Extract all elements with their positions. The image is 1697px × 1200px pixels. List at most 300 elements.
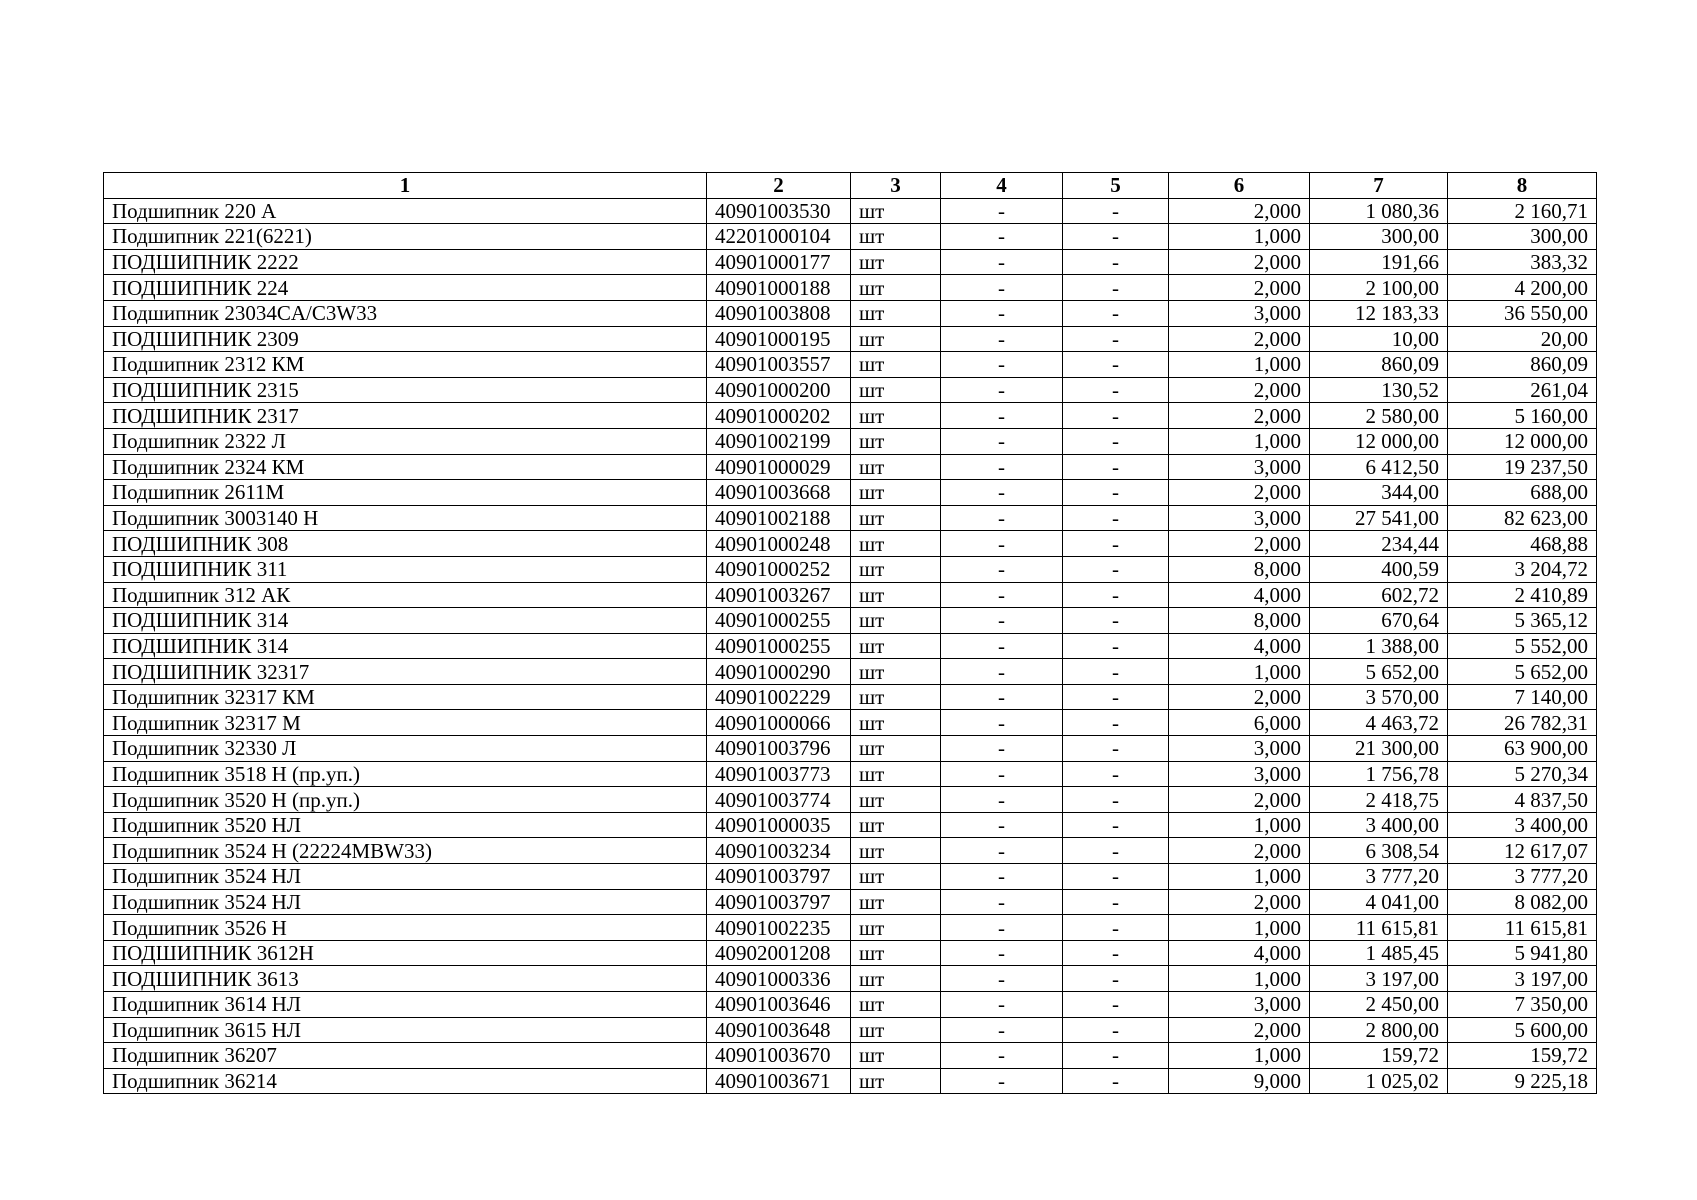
column-5-cell: -	[1063, 454, 1169, 480]
amount-cell: 5 365,12	[1448, 608, 1597, 634]
column-5-cell: -	[1063, 275, 1169, 301]
amount-cell: 7 140,00	[1448, 684, 1597, 710]
item-name-cell: Подшипник 3524 Н (22224MBW33)	[104, 838, 707, 864]
unit-cell: шт	[851, 454, 941, 480]
column-5-cell: -	[1063, 1043, 1169, 1069]
column-5-cell: -	[1063, 531, 1169, 557]
amount-cell: 5 552,00	[1448, 633, 1597, 659]
column-4-cell: -	[941, 300, 1063, 326]
item-code-cell: 40901003670	[707, 1043, 851, 1069]
column-4-cell: -	[941, 275, 1063, 301]
item-name-cell: Подшипник 220 А	[104, 198, 707, 224]
price-cell: 3 570,00	[1310, 684, 1448, 710]
item-code-cell: 40901000252	[707, 556, 851, 582]
quantity-cell: 3,000	[1169, 300, 1310, 326]
item-name-cell: Подшипник 3518 Н (пр.уп.)	[104, 761, 707, 787]
item-code-cell: 40901003808	[707, 300, 851, 326]
unit-cell: шт	[851, 480, 941, 506]
amount-cell: 3 204,72	[1448, 556, 1597, 582]
price-cell: 11 615,81	[1310, 915, 1448, 941]
table-row	[104, 556, 1597, 582]
item-name-cell: ПОДШИПНИК 32317	[104, 659, 707, 685]
item-code-cell: 40901000200	[707, 377, 851, 403]
column-4-cell: -	[941, 480, 1063, 506]
column-4-cell: -	[941, 736, 1063, 762]
item-code-cell: 40901002235	[707, 915, 851, 941]
item-code-cell: 40901003267	[707, 582, 851, 608]
amount-cell: 12 000,00	[1448, 428, 1597, 454]
table-row	[104, 505, 1597, 531]
column-4-cell: -	[941, 838, 1063, 864]
amount-cell: 5 160,00	[1448, 403, 1597, 429]
table-row	[104, 403, 1597, 429]
table-row	[104, 454, 1597, 480]
column-4-cell: -	[941, 915, 1063, 941]
item-name-cell: Подшипник 3614 НЛ	[104, 992, 707, 1018]
price-cell: 130,52	[1310, 377, 1448, 403]
item-name-cell: Подшипник 3524 НЛ	[104, 889, 707, 915]
item-code-cell: 40901002229	[707, 684, 851, 710]
item-code-cell: 40901000066	[707, 710, 851, 736]
quantity-cell: 8,000	[1169, 608, 1310, 634]
table-row	[104, 838, 1597, 864]
amount-cell: 12 617,07	[1448, 838, 1597, 864]
amount-cell: 82 623,00	[1448, 505, 1597, 531]
column-5-cell: -	[1063, 1017, 1169, 1043]
column-4-cell: -	[941, 608, 1063, 634]
column-4-cell: -	[941, 864, 1063, 890]
item-code-cell: 40901002188	[707, 505, 851, 531]
item-name-cell: Подшипник 32317 КМ	[104, 684, 707, 710]
column-5-cell: -	[1063, 736, 1169, 762]
amount-cell: 4 200,00	[1448, 275, 1597, 301]
column-4-cell: -	[941, 352, 1063, 378]
column-5-cell: -	[1063, 659, 1169, 685]
quantity-cell: 3,000	[1169, 992, 1310, 1018]
column-5-cell: -	[1063, 480, 1169, 506]
column-4-cell: -	[941, 582, 1063, 608]
column-4-cell: -	[941, 1043, 1063, 1069]
column-5-cell: -	[1063, 992, 1169, 1018]
column-5-cell: -	[1063, 915, 1169, 941]
price-cell: 1 080,36	[1310, 198, 1448, 224]
amount-cell: 5 941,80	[1448, 940, 1597, 966]
column-5-cell: -	[1063, 377, 1169, 403]
column-4-cell: -	[941, 940, 1063, 966]
column-4-cell: -	[941, 812, 1063, 838]
quantity-cell: 1,000	[1169, 352, 1310, 378]
column-5-cell: -	[1063, 428, 1169, 454]
quantity-cell: 2,000	[1169, 198, 1310, 224]
table-row	[104, 300, 1597, 326]
amount-cell: 9 225,18	[1448, 1068, 1597, 1094]
price-cell: 344,00	[1310, 480, 1448, 506]
table-row	[104, 1043, 1597, 1069]
item-name-cell: Подшипник 3003140 Н	[104, 505, 707, 531]
unit-cell: шт	[851, 633, 941, 659]
column-header-7: 7	[1310, 173, 1448, 199]
table-row	[104, 428, 1597, 454]
item-code-cell: 40901003557	[707, 352, 851, 378]
item-code-cell: 40901000195	[707, 326, 851, 352]
column-5-cell: -	[1063, 864, 1169, 890]
unit-cell: шт	[851, 684, 941, 710]
table-row	[104, 1017, 1597, 1043]
item-name-cell: Подшипник 36207	[104, 1043, 707, 1069]
amount-cell: 5 600,00	[1448, 1017, 1597, 1043]
column-5-cell: -	[1063, 838, 1169, 864]
amount-cell: 4 837,50	[1448, 787, 1597, 813]
item-name-cell: Подшипник 23034CA/C3W33	[104, 300, 707, 326]
item-name-cell: Подшипник 3524 НЛ	[104, 864, 707, 890]
item-code-cell: 42201000104	[707, 224, 851, 250]
item-name-cell: ПОДШИПНИК 308	[104, 531, 707, 557]
column-5-cell: -	[1063, 403, 1169, 429]
quantity-cell: 2,000	[1169, 377, 1310, 403]
unit-cell: шт	[851, 352, 941, 378]
price-cell: 1 388,00	[1310, 633, 1448, 659]
inventory-table	[103, 172, 1597, 1094]
quantity-cell: 2,000	[1169, 249, 1310, 275]
column-4-cell: -	[941, 377, 1063, 403]
column-4-cell: -	[941, 224, 1063, 250]
item-code-cell: 40902001208	[707, 940, 851, 966]
amount-cell: 19 237,50	[1448, 454, 1597, 480]
price-cell: 860,09	[1310, 352, 1448, 378]
price-cell: 2 580,00	[1310, 403, 1448, 429]
item-name-cell: ПОДШИПНИК 311	[104, 556, 707, 582]
quantity-cell: 4,000	[1169, 633, 1310, 659]
table-row	[104, 684, 1597, 710]
item-name-cell: Подшипник 2611М	[104, 480, 707, 506]
unit-cell: шт	[851, 940, 941, 966]
item-code-cell: 40901003646	[707, 992, 851, 1018]
header-row	[104, 173, 1597, 199]
amount-cell: 11 615,81	[1448, 915, 1597, 941]
table-row	[104, 608, 1597, 634]
price-cell: 4 041,00	[1310, 889, 1448, 915]
column-header-5: 5	[1063, 173, 1169, 199]
item-name-cell: Подшипник 2312 КМ	[104, 352, 707, 378]
unit-cell: шт	[851, 1043, 941, 1069]
column-4-cell: -	[941, 556, 1063, 582]
column-4-cell: -	[941, 684, 1063, 710]
item-name-cell: ПОДШИПНИК 2222	[104, 249, 707, 275]
quantity-cell: 2,000	[1169, 684, 1310, 710]
unit-cell: шт	[851, 864, 941, 890]
unit-cell: шт	[851, 992, 941, 1018]
price-cell: 400,59	[1310, 556, 1448, 582]
table-row	[104, 659, 1597, 685]
column-5-cell: -	[1063, 787, 1169, 813]
unit-cell: шт	[851, 582, 941, 608]
amount-cell: 3 400,00	[1448, 812, 1597, 838]
amount-cell: 300,00	[1448, 224, 1597, 250]
table-row	[104, 480, 1597, 506]
price-cell: 1 485,45	[1310, 940, 1448, 966]
table-row	[104, 915, 1597, 941]
quantity-cell: 3,000	[1169, 454, 1310, 480]
column-4-cell: -	[941, 505, 1063, 531]
column-header-1: 1	[104, 173, 707, 199]
amount-cell: 383,32	[1448, 249, 1597, 275]
quantity-cell: 1,000	[1169, 864, 1310, 890]
item-code-cell: 40901000255	[707, 633, 851, 659]
column-5-cell: -	[1063, 710, 1169, 736]
unit-cell: шт	[851, 377, 941, 403]
price-cell: 602,72	[1310, 582, 1448, 608]
amount-cell: 3 777,20	[1448, 864, 1597, 890]
table-row	[104, 531, 1597, 557]
item-name-cell: Подшипник 3615 НЛ	[104, 1017, 707, 1043]
item-code-cell: 40901003234	[707, 838, 851, 864]
price-cell: 6 412,50	[1310, 454, 1448, 480]
price-cell: 4 463,72	[1310, 710, 1448, 736]
column-4-cell: -	[941, 454, 1063, 480]
item-code-cell: 40901000029	[707, 454, 851, 480]
table-row	[104, 710, 1597, 736]
price-cell: 670,64	[1310, 608, 1448, 634]
column-header-2: 2	[707, 173, 851, 199]
price-cell: 300,00	[1310, 224, 1448, 250]
column-4-cell: -	[941, 992, 1063, 1018]
unit-cell: шт	[851, 326, 941, 352]
item-name-cell: Подшипник 3520 НЛ	[104, 812, 707, 838]
quantity-cell: 4,000	[1169, 940, 1310, 966]
column-4-cell: -	[941, 966, 1063, 992]
item-code-cell: 40901003648	[707, 1017, 851, 1043]
item-code-cell: 40901000177	[707, 249, 851, 275]
amount-cell: 468,88	[1448, 531, 1597, 557]
unit-cell: шт	[851, 608, 941, 634]
amount-cell: 20,00	[1448, 326, 1597, 352]
quantity-cell: 9,000	[1169, 1068, 1310, 1094]
table-row	[104, 198, 1597, 224]
column-4-cell: -	[941, 787, 1063, 813]
table-row	[104, 1068, 1597, 1094]
price-cell: 12 000,00	[1310, 428, 1448, 454]
column-4-cell: -	[941, 889, 1063, 915]
table-row	[104, 992, 1597, 1018]
price-cell: 1 756,78	[1310, 761, 1448, 787]
table-row	[104, 787, 1597, 813]
quantity-cell: 1,000	[1169, 224, 1310, 250]
quantity-cell: 1,000	[1169, 659, 1310, 685]
table-row	[104, 889, 1597, 915]
item-code-cell: 40901003773	[707, 761, 851, 787]
unit-cell: шт	[851, 1068, 941, 1094]
price-cell: 3 197,00	[1310, 966, 1448, 992]
item-name-cell: Подшипник 32330 Л	[104, 736, 707, 762]
item-code-cell: 40901003668	[707, 480, 851, 506]
column-5-cell: -	[1063, 761, 1169, 787]
price-cell: 10,00	[1310, 326, 1448, 352]
unit-cell: шт	[851, 761, 941, 787]
column-header-4: 4	[941, 173, 1063, 199]
column-4-cell: -	[941, 403, 1063, 429]
unit-cell: шт	[851, 736, 941, 762]
table-row	[104, 249, 1597, 275]
column-4-cell: -	[941, 198, 1063, 224]
amount-cell: 2 160,71	[1448, 198, 1597, 224]
price-cell: 234,44	[1310, 531, 1448, 557]
table-row	[104, 326, 1597, 352]
item-code-cell: 40901003530	[707, 198, 851, 224]
item-name-cell: ПОДШИПНИК 2315	[104, 377, 707, 403]
item-code-cell: 40901003671	[707, 1068, 851, 1094]
amount-cell: 63 900,00	[1448, 736, 1597, 762]
price-cell: 3 400,00	[1310, 812, 1448, 838]
table-row	[104, 582, 1597, 608]
price-cell: 12 183,33	[1310, 300, 1448, 326]
column-5-cell: -	[1063, 326, 1169, 352]
item-code-cell: 40901002199	[707, 428, 851, 454]
item-name-cell: ПОДШИПНИК 3613	[104, 966, 707, 992]
item-code-cell: 40901003797	[707, 864, 851, 890]
item-code-cell: 40901000035	[707, 812, 851, 838]
item-code-cell: 40901000202	[707, 403, 851, 429]
amount-cell: 7 350,00	[1448, 992, 1597, 1018]
amount-cell: 8 082,00	[1448, 889, 1597, 915]
item-code-cell: 40901000248	[707, 531, 851, 557]
column-4-cell: -	[941, 1017, 1063, 1043]
quantity-cell: 2,000	[1169, 1017, 1310, 1043]
column-4-cell: -	[941, 326, 1063, 352]
amount-cell: 26 782,31	[1448, 710, 1597, 736]
table-row	[104, 377, 1597, 403]
quantity-cell: 1,000	[1169, 966, 1310, 992]
table-row	[104, 864, 1597, 890]
column-4-cell: -	[941, 428, 1063, 454]
price-cell: 2 800,00	[1310, 1017, 1448, 1043]
column-4-cell: -	[941, 633, 1063, 659]
price-cell: 2 450,00	[1310, 992, 1448, 1018]
quantity-cell: 2,000	[1169, 480, 1310, 506]
unit-cell: шт	[851, 838, 941, 864]
table-row	[104, 275, 1597, 301]
item-name-cell: ПОДШИПНИК 3612Н	[104, 940, 707, 966]
table-row	[104, 966, 1597, 992]
table-row	[104, 761, 1597, 787]
column-5-cell: -	[1063, 352, 1169, 378]
unit-cell: шт	[851, 249, 941, 275]
item-code-cell: 40901000255	[707, 608, 851, 634]
column-4-cell: -	[941, 531, 1063, 557]
amount-cell: 5 652,00	[1448, 659, 1597, 685]
item-name-cell: Подшипник 312 АК	[104, 582, 707, 608]
quantity-cell: 8,000	[1169, 556, 1310, 582]
unit-cell: шт	[851, 300, 941, 326]
item-name-cell: ПОДШИПНИК 2317	[104, 403, 707, 429]
unit-cell: шт	[851, 966, 941, 992]
price-cell: 191,66	[1310, 249, 1448, 275]
item-code-cell: 40901000290	[707, 659, 851, 685]
amount-cell: 2 410,89	[1448, 582, 1597, 608]
column-5-cell: -	[1063, 300, 1169, 326]
price-cell: 159,72	[1310, 1043, 1448, 1069]
column-4-cell: -	[941, 1068, 1063, 1094]
column-header-3: 3	[851, 173, 941, 199]
amount-cell: 3 197,00	[1448, 966, 1597, 992]
price-cell: 21 300,00	[1310, 736, 1448, 762]
column-4-cell: -	[941, 659, 1063, 685]
column-5-cell: -	[1063, 582, 1169, 608]
price-cell: 6 308,54	[1310, 838, 1448, 864]
item-name-cell: Подшипник 2322 Л	[104, 428, 707, 454]
amount-cell: 5 270,34	[1448, 761, 1597, 787]
column-5-cell: -	[1063, 608, 1169, 634]
column-5-cell: -	[1063, 633, 1169, 659]
item-name-cell: Подшипник 3526 Н	[104, 915, 707, 941]
quantity-cell: 3,000	[1169, 505, 1310, 531]
price-cell: 1 025,02	[1310, 1068, 1448, 1094]
column-5-cell: -	[1063, 198, 1169, 224]
table-row	[104, 633, 1597, 659]
price-cell: 3 777,20	[1310, 864, 1448, 890]
item-name-cell: ПОДШИПНИК 224	[104, 275, 707, 301]
item-name-cell: Подшипник 36214	[104, 1068, 707, 1094]
unit-cell: шт	[851, 659, 941, 685]
column-5-cell: -	[1063, 556, 1169, 582]
quantity-cell: 1,000	[1169, 812, 1310, 838]
column-4-cell: -	[941, 710, 1063, 736]
quantity-cell: 1,000	[1169, 428, 1310, 454]
price-cell: 5 652,00	[1310, 659, 1448, 685]
unit-cell: шт	[851, 275, 941, 301]
item-name-cell: ПОДШИПНИК 314	[104, 633, 707, 659]
table-row	[104, 940, 1597, 966]
unit-cell: шт	[851, 198, 941, 224]
amount-cell: 860,09	[1448, 352, 1597, 378]
column-4-cell: -	[941, 249, 1063, 275]
column-5-cell: -	[1063, 966, 1169, 992]
unit-cell: шт	[851, 428, 941, 454]
column-header-8: 8	[1448, 173, 1597, 199]
column-header-6: 6	[1169, 173, 1310, 199]
unit-cell: шт	[851, 531, 941, 557]
unit-cell: шт	[851, 556, 941, 582]
item-code-cell: 40901003774	[707, 787, 851, 813]
price-cell: 2 100,00	[1310, 275, 1448, 301]
unit-cell: шт	[851, 915, 941, 941]
unit-cell: шт	[851, 812, 941, 838]
table-row	[104, 736, 1597, 762]
item-name-cell: ПОДШИПНИК 314	[104, 608, 707, 634]
amount-cell: 688,00	[1448, 480, 1597, 506]
quantity-cell: 2,000	[1169, 787, 1310, 813]
column-5-cell: -	[1063, 249, 1169, 275]
item-name-cell: ПОДШИПНИК 2309	[104, 326, 707, 352]
column-5-cell: -	[1063, 684, 1169, 710]
table-row	[104, 352, 1597, 378]
item-name-cell: Подшипник 2324 КМ	[104, 454, 707, 480]
quantity-cell: 2,000	[1169, 275, 1310, 301]
quantity-cell: 4,000	[1169, 582, 1310, 608]
unit-cell: шт	[851, 889, 941, 915]
column-5-cell: -	[1063, 505, 1169, 531]
column-4-cell: -	[941, 761, 1063, 787]
unit-cell: шт	[851, 505, 941, 531]
column-5-cell: -	[1063, 1068, 1169, 1094]
amount-cell: 261,04	[1448, 377, 1597, 403]
price-cell: 27 541,00	[1310, 505, 1448, 531]
unit-cell: шт	[851, 403, 941, 429]
column-5-cell: -	[1063, 224, 1169, 250]
quantity-cell: 2,000	[1169, 889, 1310, 915]
unit-cell: шт	[851, 1017, 941, 1043]
table-body	[104, 198, 1597, 1094]
column-5-cell: -	[1063, 889, 1169, 915]
